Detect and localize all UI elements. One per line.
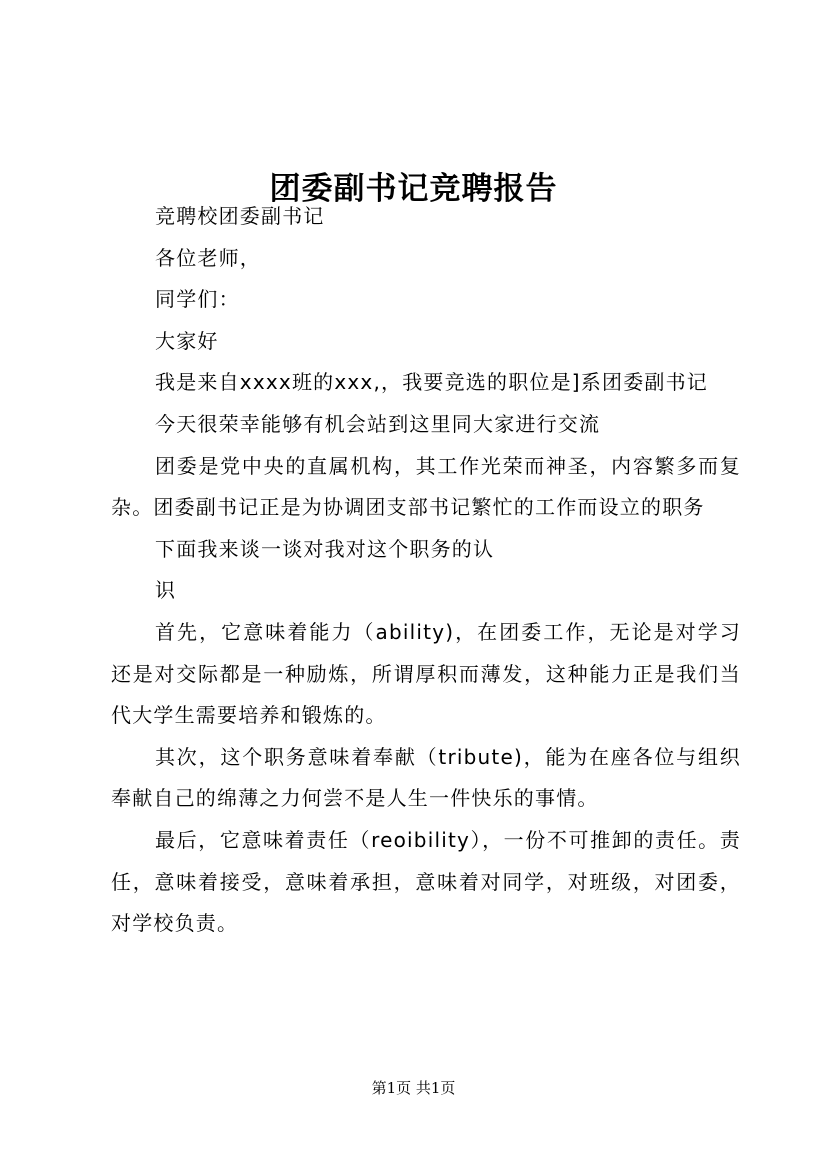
paragraph-position: 竞聘校团委副书记 [155,204,325,228]
document-body [111,196,741,945]
paragraph-introduction: 我是来自xxxx班的xxx,，我要竞选的职位是]系团委副书记 [155,370,709,395]
paragraph-hello: 大家好 [155,328,219,353]
paragraph-greeting-teachers: 各位老师， [155,245,261,270]
document-title: 团委副书记竞聘报告 [269,170,558,207]
paragraph-ability: 首先，它意味着能力（ability)，在团委工作，无论是对学习还是对交际都是一种励炼，所谓厚积而薄发，这种能力正是我们当代大学生需要培养和锻炼的。 [111,619,741,728]
paragraph-understanding-continued: 识 [155,578,177,603]
paragraph-understanding: 下面我来谈一谈对我对这个职务的认 [155,536,495,561]
paragraph-responsibility: 最后，它意味着责任（reoibility），一份不可推卸的责任。责任，意味着接受，意味着承担，意味着对同学，对班级，对团委，对学校负责。 [111,827,741,936]
paragraph-greeting-students: 同学们： [155,287,240,312]
paragraph-league-description: 团委是党中央的直属机构，其工作光荣而神圣，内容繁多而复杂。团委副书记正是为协调团支部书记繁忙的工作而设立的职务 [111,453,741,520]
paragraph-dedication: 其次，这个职务意味着奉献（tribute)，能为在座各位与组织奉献自己的绵薄之力何尝不是人生一件快乐的事情。 [111,744,741,811]
paragraph-honor: 今天很荣幸能够有机会站到这里同大家进行交流 [155,411,601,436]
page-number-footer: 第1页 共1页 [371,1079,456,1097]
